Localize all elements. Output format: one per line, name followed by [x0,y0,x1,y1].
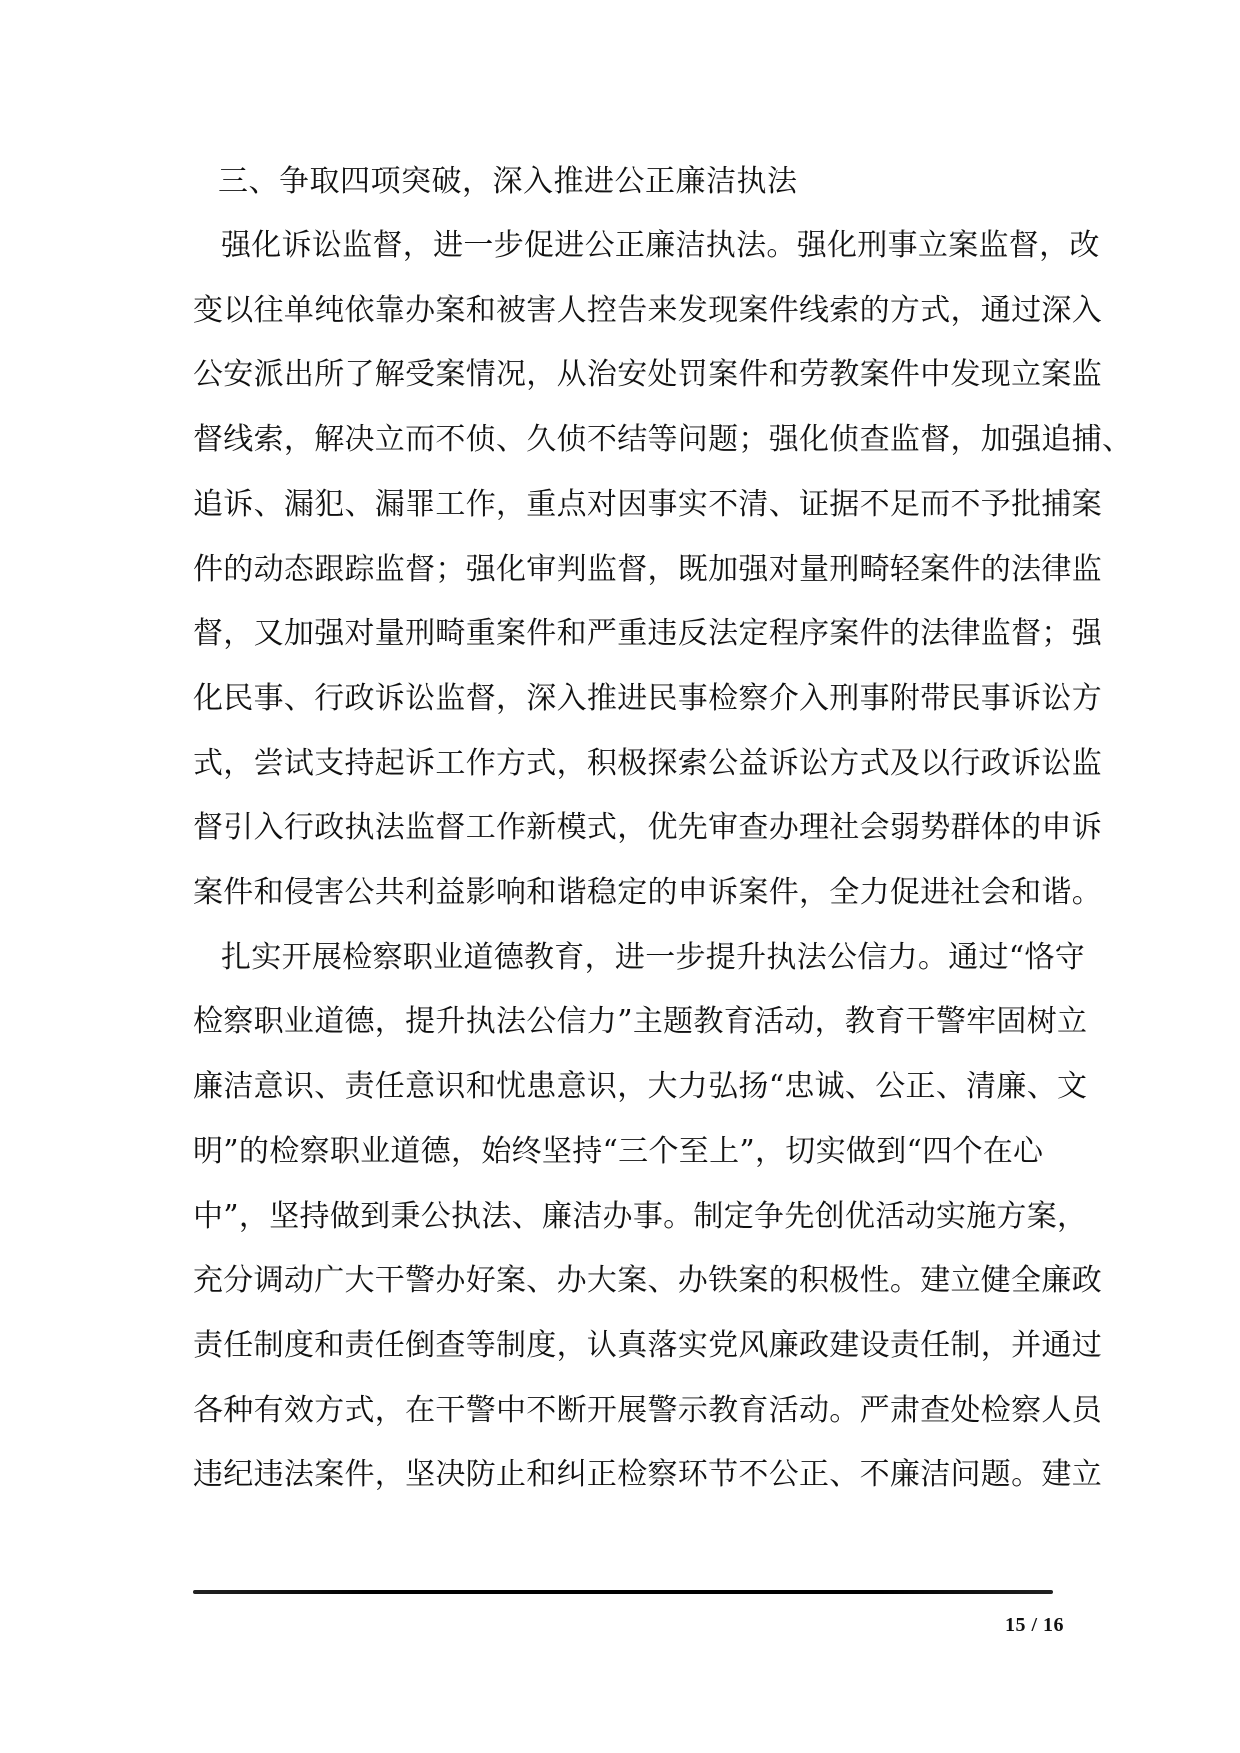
paragraph-ethics-education [193,926,1102,1508]
paragraph-line: 督，又加强对量刑畸重案件和严重违反法定程序案件的法律监督；强 [193,616,1102,652]
paragraph-line: 检察职业道德，提升执法公信力”主题教育活动，教育干警牢固树立 [193,1004,1088,1040]
paragraph-line: 件的动态跟踪监督；强化审判监督，既加强对量刑畸轻案件的法律监 [193,551,1102,587]
paragraph-line: 明”的检察职业道德，始终坚持“三个至上”，切实做到“四个在心 [193,1133,1044,1169]
paragraph-litigation-supervision [193,214,1133,926]
section-heading: 三、争取四项突破，深入推进公正廉洁执法 [218,164,798,199]
paragraph-line: 廉洁意识、责任意识和忧患意识，大力弘扬“忠诚、公正、清廉、文 [193,1069,1088,1105]
footer-divider [193,1590,1053,1594]
document-body [193,150,1133,1508]
paragraph-line: 各种有效方式，在干警中不断开展警示教育活动。严肃查处检察人员 [193,1392,1102,1428]
paragraph-line: 充分调动广大干警办好案、办大案、办铁案的积极性。建立健全廉政 [193,1263,1102,1299]
paragraph-line: 变以往单纯依靠办案和被害人控告来发现案件线索的方式，通过深入 [193,292,1102,328]
paragraph-line: 责任制度和责任倒查等制度，认真落实党风廉政建设责任制，并通过 [193,1327,1102,1363]
paragraph-line: 扎实开展检察职业道德教育，进一步提升执法公信力。通过“恪守 [221,939,1086,975]
paragraph-line: 式，尝试支持起诉工作方式，积极探索公益诉讼方式及以行政诉讼监 [193,745,1102,781]
paragraph-line: 追诉、漏犯、漏罪工作，重点对因事实不清、证据不足而不予批捕案 [193,486,1102,522]
page-number: 15 / 16 [1004,1614,1064,1636]
paragraph-line: 督引入行政执法监督工作新模式，优先审查办理社会弱势群体的申诉 [193,810,1102,846]
paragraph-line: 化民事、行政诉讼监督，深入推进民事检察介入刑事附带民事诉讼方 [193,680,1102,716]
paragraph-line: 违纪违法案件，坚决防止和纠正检察环节不公正、不廉洁问题。建立 [193,1457,1102,1493]
paragraph-line: 案件和侵害公共利益影响和谐稳定的申诉案件，全力促进社会和谐。 [193,875,1102,911]
paragraph-line: 督线索，解决立而不侦、久侦不结等问题；强化侦查监督，加强追捕、 [193,422,1133,458]
paragraph-line: 强化诉讼监督，进一步促进公正廉洁执法。强化刑事立案监督，改 [221,228,1100,263]
paragraph-line: 公安派出所了解受案情况，从治安处罚案件和劳教案件中发现立案监 [193,357,1102,393]
paragraph-line: 中”，坚持做到秉公执法、廉洁办事。制定争先创优活动实施方案， [193,1198,1088,1234]
